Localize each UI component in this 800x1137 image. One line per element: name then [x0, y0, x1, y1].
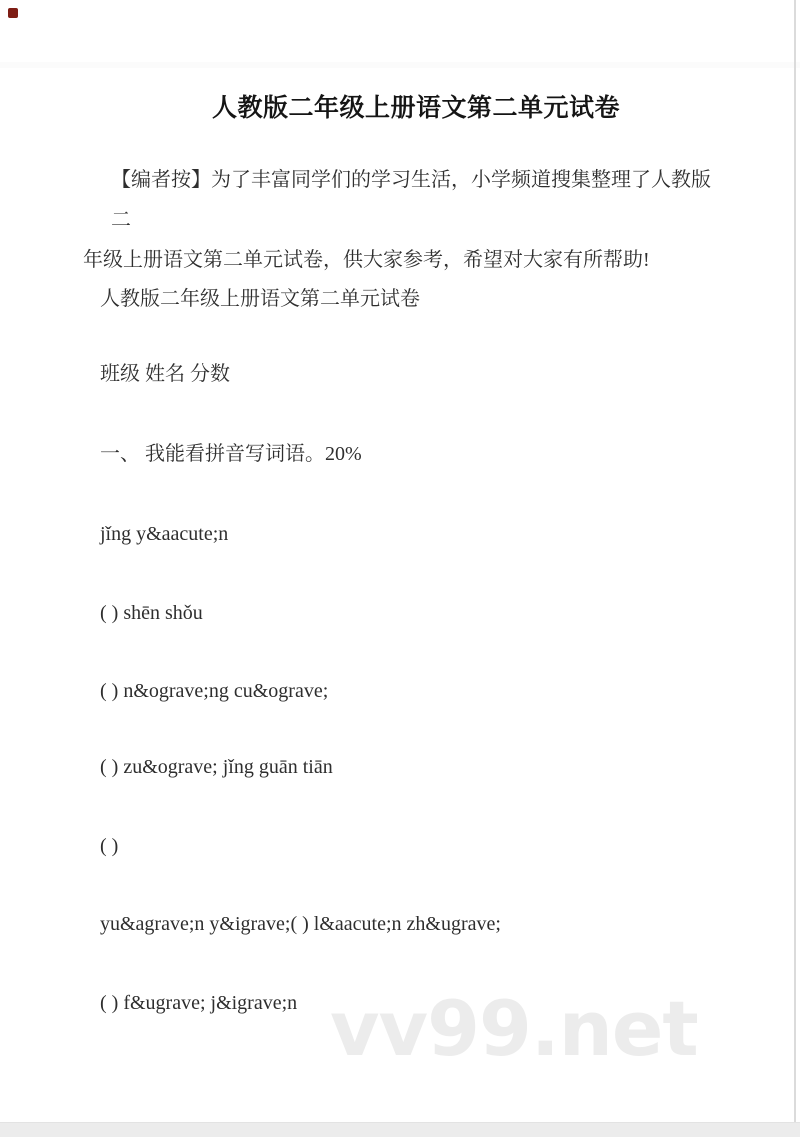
- section-one-heading: 一、 我能看拼音写词语。20%: [100, 443, 362, 465]
- pinyin-line-5: yu&agrave;n y&igrave;( ) l&aacute;n zh&ugrave;: [100, 913, 501, 935]
- watermark: vv99.net: [330, 984, 698, 1073]
- page-title: 人教版二年级上册语文第二单元试卷: [211, 94, 620, 122]
- corner-red-marker: [8, 8, 18, 18]
- intro-paragraph: [83, 160, 730, 280]
- intro-line-1: 【编者按】为了丰富同学们的学习生活，小学频道搜集整理了人教版二: [111, 169, 711, 231]
- intro-line-2: 年级上册语文第二单元试卷，供大家参考，希望对大家有所帮助!: [83, 249, 650, 271]
- top-edge-band: [0, 62, 800, 68]
- class-name-score-line: 班级 姓名 分数: [100, 363, 230, 385]
- blank-parentheses-line: ( ): [100, 835, 119, 857]
- pinyin-line-6: ( ) f&ugrave; j&igrave;n: [100, 992, 298, 1014]
- subtitle-line: 人教版二年级上册语文第二单元试卷: [100, 288, 420, 310]
- pinyin-line-1: jǐng y&aacute;n: [100, 523, 229, 545]
- pinyin-line-2: ( ) shēn shǒu: [100, 602, 203, 624]
- bottom-bar: [0, 1122, 800, 1137]
- pinyin-line-3: ( ) n&ograve;ng cu&ograve;: [100, 680, 329, 702]
- right-border-line: [794, 0, 796, 1122]
- pinyin-line-4: ( ) zu&ograve; jǐng guān tiān: [100, 756, 333, 778]
